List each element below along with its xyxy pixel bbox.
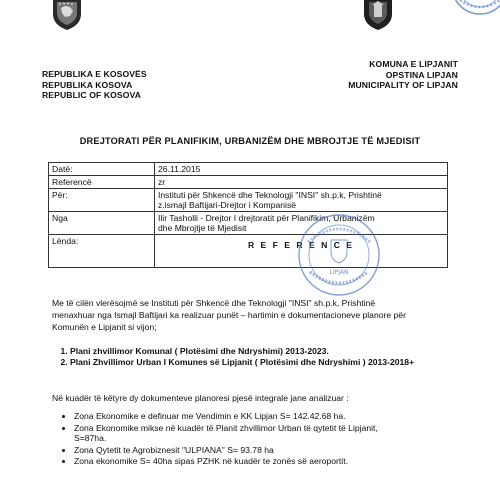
meta-value-line: z.ismajl Baftijari-Drejtor i Kompanisë bbox=[158, 200, 297, 210]
header-left-line: REPUBLIKA E KOSOVËS bbox=[42, 69, 147, 79]
subject-reference: R E F E R E N C E bbox=[247, 240, 355, 250]
header-right-line: KOMUNA E LIPJANIT bbox=[369, 59, 458, 69]
kosovo-coat-of-arms-icon bbox=[50, 0, 84, 30]
meta-value-line: dhe Mbrojtje të Mjedisit bbox=[158, 223, 247, 233]
department-title: DREJTORATI PËR PLANIFIKIM, URBANIZËM DHE MBROJTJE TË MJEDISIT bbox=[79, 136, 421, 146]
meta-label: Lënda: bbox=[49, 235, 155, 268]
meta-label: Nga bbox=[49, 212, 155, 235]
meta-label: Datë: bbox=[49, 163, 155, 176]
meta-table bbox=[48, 162, 448, 268]
zone-line: • Zona Ekonomike mikse në kuadër të Planit zhvillimor Urban të qytetit të Lipjanit, bbox=[74, 422, 378, 433]
header-right bbox=[348, 59, 458, 91]
header-right-line: OPSTINA LIPJAN bbox=[385, 69, 458, 80]
plan-item: 1. Plani zhvillimor Komunal ( Plotësimi dhe Ndryshimi) 2013-2023. bbox=[70, 346, 466, 357]
meta-value bbox=[155, 163, 448, 176]
stamp-text: LIPJAN bbox=[329, 269, 349, 276]
meta-row-reference bbox=[49, 176, 448, 189]
plan-item: 2. Plani Zhvillimor Urban I Komunes së Lipjanit ( Plotësimi dhe Ndryshimi ) 2013-2018+ bbox=[70, 357, 466, 368]
zone-item bbox=[74, 423, 470, 444]
zone-line: S=87ha. bbox=[74, 433, 107, 443]
meta-value-line: 26.11.2015 bbox=[158, 164, 201, 174]
zone-line: • Zona ekonomike S= 40ha sipas PZHK në kuadër te zonës së aeroportit. bbox=[74, 456, 348, 466]
meta-value-line: Instituti për Shkencë dhe Teknologji "INSI" sh.p.k, Prishtinë bbox=[158, 190, 382, 200]
zones-list bbox=[52, 411, 470, 468]
body-line: Me të cilën vlerësojmë se Instituti për Shkencë dhe Teknologji "INSI" sh.p.k, Prishtinë bbox=[52, 298, 376, 308]
zone-line: • Zona Qytetit te Agrobiznesit "ULPIANA" S= 93.78 ha bbox=[74, 444, 274, 455]
official-stamp-icon bbox=[290, 212, 388, 298]
header-left-line: REPUBLIC OF KOSOVA bbox=[42, 90, 142, 100]
zone-item bbox=[74, 411, 470, 422]
body-line: Komunën e Lipjanit si vijon; bbox=[52, 322, 157, 332]
meta-row-date bbox=[49, 163, 448, 176]
meta-value-line: Ilir Tasholli - Drejtor I drejtoratit për Planifikim, Urbanizëm bbox=[158, 213, 375, 223]
meta-value bbox=[155, 189, 448, 212]
zone-item bbox=[74, 445, 470, 456]
meta-row-to bbox=[49, 189, 448, 212]
header-left bbox=[42, 69, 147, 101]
plans-intro: Në kuadër të këtyre dy dokumenteve planoresi pjesë integrale jane analizuar : bbox=[52, 393, 349, 403]
zone-item bbox=[74, 456, 470, 467]
body-line: menaxhuar nga Ismajl Baftijari ka realizuar punët – hartimin e dokumentacioneve planore për bbox=[52, 310, 406, 320]
plans-list bbox=[52, 346, 466, 367]
stamp-partial-icon bbox=[448, 0, 500, 18]
meta-label: Për: bbox=[49, 189, 155, 212]
zone-line: • Zona Ekonomike e definuar me Vendimin e KK Lipjan S= 142.42.68 ha. bbox=[74, 411, 346, 421]
meta-value-line: zr bbox=[158, 177, 166, 187]
lipjan-municipality-emblem-icon bbox=[361, 0, 395, 30]
body-paragraph bbox=[52, 297, 450, 333]
header-right-line: MUNICIPALITY OF LIPJAN bbox=[348, 80, 458, 90]
meta-label: Referencë bbox=[49, 176, 155, 189]
header-left-line: REPUBLIKA KOSOVA bbox=[42, 79, 133, 90]
meta-value bbox=[155, 176, 448, 189]
